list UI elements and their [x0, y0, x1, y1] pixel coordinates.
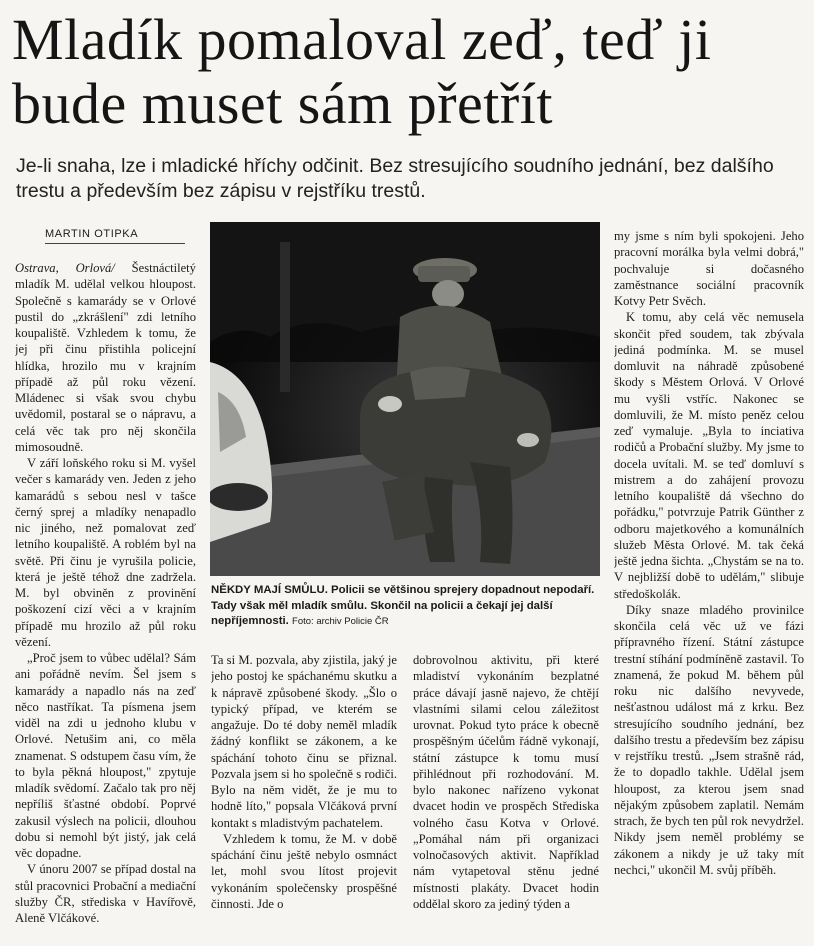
photo-police-arrest — [210, 222, 600, 576]
article-column-3 — [413, 652, 599, 942]
paragraph: Vzhledem k tomu, že M. v době spáchání činu ještě nebylo osmnáct let, mohl svou lítost projevit vykonáním společensky prospěšné činnosti. Jde o — [211, 831, 397, 911]
article-column-1 — [15, 260, 196, 942]
photo-credit: Foto: archiv Policie ČR — [292, 616, 389, 627]
paragraph: dobrovolnou aktivitu, při které mladiství vykonáním bezplatné práce dávají jasně najevo, že chtějí vlastními silami celou záležitost urovnat. Pokud tyto práce k obecně prospěšným účelům řádně vykonají, státní zástupce k tomu musí přihlédnout při rozhodování. M. bylo nakonec nařízeno vykonat dvacet hodin ve prospěch Střediska volného času Kotva v Orlové. „Pomáhal nám při organizaci volnočasových aktivit. Například nám vytapetoval stěnu jedné místnosti plakáty. Dvacet hodin oddělal skoro za jediný týden a — [413, 653, 599, 911]
lead-text: Šestnáctiletý mladík M. udělal velkou hloupost. Společně s kamarády se v Orlové pustil do „zkrášlení" zdi letního koupaliště. Vzhledem k tomu, že jej při činu přistihla policejní hlídka, hrozilo mu v krajním případě až půl roku vězení. Mládenec si však svou chybu uvědomil, postaral se o nápravu, a celá věc tak pro něj skončila mimosoudně. — [15, 261, 196, 454]
article-column-4 — [614, 228, 804, 942]
article-photo — [210, 222, 600, 576]
paragraph: „Proč jsem to vůbec udělal? Sám ani pořádně nevím. Šel jsem s kamarády a napadlo nás na zeď něco nastříkat. Ta písmena jsem viděl na zdi u jednoho klubu v Orlové. Netušim ani, co měla znamenat. S odstupem času vím, že to byla pěkná hloupost," zpytuje mladík svědomí. Začalo tak pro něj nepříliš šťastné období. Poprvé zakusil výslech na policii, dlouhou dobu si nemohl být jistý, jak celá věc dopadne. — [15, 651, 196, 860]
byline: MARTIN OTIPKA — [45, 228, 185, 244]
dateline: Ostrava, Orlová/ — [15, 261, 115, 275]
paragraph: my jsme s ním byli spokojeni. Jeho pracovní morálka byla velmi dobrá," pochvaluje si dočasného zaměstnance sociální pracovník Kotvy Petr Svěch. — [614, 229, 804, 308]
paragraph: V září loňského roku si M. vyšel večer s kamarády ven. Jeden z jeho kamarádů s sebou nesl v tašce černý sprej a mladíky nenapadlo nic jiného, než pomalovat zeď letního koupaliště. A roblém byl na světě. Při činu je vyrušila policie, která je ještě téhož dne zadržela. M. byl obviněn z provinění poškození cizí věci a v krajním případě mu hrozilo až půl roku vězení. — [15, 456, 196, 649]
lead-paragraph — [15, 260, 196, 455]
paragraph: Díky snaze mladého provinilce skončila celá věc už ve fázi přípravného řízení. Státní zástupce trestní stíhání podmíněně zastavil. To znamená, že pokud M. během půl roku nic dalšího nevyvede, nešťastnou událost má z krku. Bez stresujícího soudního jednání, bez dalšího trestu a především bez zápisu v rejstříku trestů. „Jsem strašně rád, že to dopadlo takhle. Udělal jsem hloupost, za kterou jsem snad nějakým způsobem zaplatil. Nemám strach, že bych ten půl rok nevydržel. Nikdy jsem neměl problémy se zákonem a nikdy je už taky mít nechci," ukončil M. svůj příběh. — [614, 602, 804, 877]
paragraph: V únoru 2007 se případ dostal na stůl pracovnici Probační a mediační služby ČR, střediska v Havířově, Aleně Vlčákové. — [15, 862, 196, 925]
article-deck: Je-li snaha, lze i mladické hříchy odčinit. Bez stresujícího soudního jednání, bez dalšího trestu a především bez zápisu v rejstříku trestů. — [16, 155, 774, 202]
caption-text: Policii se většinou sprejery dopadnout nepodaří. Tady však měl mladík smůlu. Skončil na policii a čekají jej další nepříjemnosti. — [211, 584, 595, 627]
paragraph: Ta si M. pozvala, aby zjistila, jaký je jeho postoj ke spáchanému skutku a k nápravě způsobené škody. „Šlo o typický případ, ve kterém se angažuje. Do té doby neměl mladík žádný konflikt se zákonem, a ke spáchání tohoto činu se přiznal. Pozvala jsem si ho společně s rodiči. Bylo na něm vidět, že je mu to hodně líto," popsala Vlčáková první kontakt s mladistvým pachatelem. — [211, 653, 397, 830]
article-column-2 — [211, 652, 397, 942]
paragraph: K tomu, aby celá věc nemusela skončit před soudem, tak zbývala jediná podmínka. M. se musel domluvit na náhradě způsobené škody s Městem Orlová. V Orlové mu vyšli vstříc. Nakonec se domluvili, že M. místo peněz celou zeď vymaluje. „Byla to inciativa rodičů a Probační služby. My jsme to docela uvítali. M. se teď domluví s mistrem a do zahájení provozu letního koupaliště dá všechno do pořádku," potvrzuje Patrik Günther z odboru majetkového a komunálních služeb Města Orlové. M. tak čeká ještě jedna šichta. „Chystám se na to. V nejbližší době to udělám," slibuje středoškolák. — [614, 310, 804, 601]
caption-lead: NĚKDY MAJÍ SMŮLU. — [211, 584, 328, 596]
article-headline: Mladík pomaloval zeď, teď ji bude muset sám přetřít — [12, 7, 712, 136]
photo-caption — [211, 583, 601, 630]
